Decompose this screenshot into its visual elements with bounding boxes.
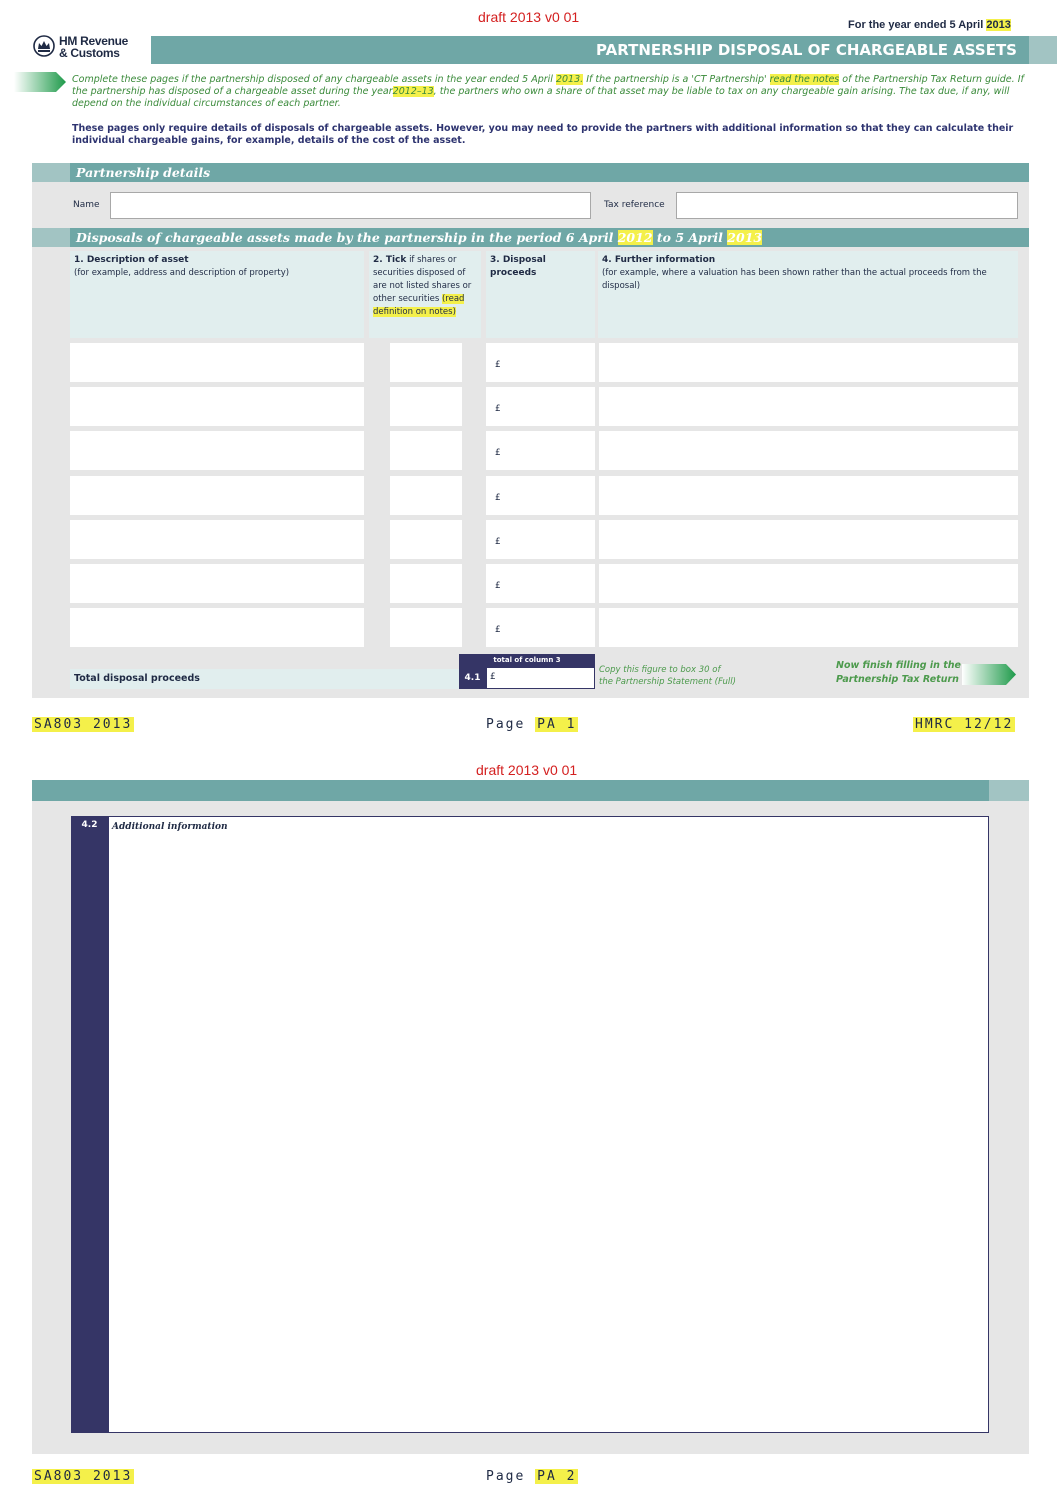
total-disposal-label: Total disposal proceeds [74,673,200,684]
logo-line-2: & Customs [59,46,120,60]
description-field[interactable] [70,431,364,470]
name-field[interactable] [110,192,591,219]
form-title: PARTNERSHIP DISPOSAL OF CHARGEABLE ASSETS [151,36,1029,64]
total-column-label: total of column 3 [459,654,595,667]
column-header-tick: 2. Tick if shares or securities disposed of are not listed shares or other securities (read definition on notes) [369,251,481,338]
disposal-proceeds-field[interactable] [486,387,595,426]
tick-field[interactable] [390,564,462,603]
description-field[interactable] [70,608,364,647]
tax-reference-label: Tax reference [604,200,665,210]
intro-paragraph: Complete these pages if the partnership disposed of any chargeable assets in the year ended 5 April 2013. If the partnership is a 'CT Partnership' read the notes of the Partnership Tax Return guide. If the partnership has disposed of a chargeable asset during the year2012–13, the partners who own a share of that asset may be liable to tax on any chargeable gain arising. The tax due, if any, will depend on the individual circumstances of each partner. [72,74,1024,109]
tick-field[interactable] [390,431,462,470]
box-4-2-side-bar [71,816,108,1433]
disposals-heading: Disposals of chargeable assets made by the partnership in the period 6 April 2012 to 5 April 2013 [70,228,1029,247]
intro-paragraph-2: These pages only require details of disposals of chargeable assets. However, you may need to provide the partners with additional information so that they can calculate their individual chargeable gains, for example, details of the cost of the asset. [72,123,1014,146]
further-info-field[interactable] [599,608,1018,647]
tick-field[interactable] [390,387,462,426]
currency-symbol: £ [495,625,501,635]
currency-symbol: £ [495,493,501,503]
crown-icon [33,35,55,57]
section-bar-left-2 [32,228,70,247]
page-number-2: Page PA 2 [486,1469,577,1484]
box-4-2-number: 4.2 [81,820,98,830]
arrow-right-icon-2 [962,664,1016,685]
hmrc-code: HMRC 12/12 [915,717,1014,732]
further-info-field[interactable] [599,343,1018,382]
currency-symbol: £ [495,448,501,458]
further-info-field[interactable] [599,431,1018,470]
page2-header-bar [32,780,989,801]
disposal-proceeds-field[interactable] [486,608,595,647]
description-field[interactable] [70,564,364,603]
description-field[interactable] [70,520,364,559]
tick-field[interactable] [390,343,462,382]
section-bar-left [32,163,70,182]
tick-field[interactable] [390,476,462,515]
column-header-proceeds: 3. Disposal proceeds [486,251,595,338]
additional-information-field[interactable] [108,816,989,1433]
arrow-right-icon [14,72,66,92]
year-ended-label [848,19,1011,31]
description-field[interactable] [70,387,364,426]
box-4-1-number: 4.1 [459,667,486,689]
currency-symbol: £ [495,581,501,591]
logo-line-1: HM Revenue [59,34,129,48]
currency-symbol: £ [495,537,501,547]
description-field[interactable] [70,343,364,382]
further-info-field[interactable] [599,387,1018,426]
name-label: Name [73,200,100,210]
page2-header-bar-end [989,780,1029,801]
form-code: SA803 2013 [34,717,133,732]
draft-label-2: draft 2013 v0 01 [476,762,578,778]
finish-filling-note: Now finish filling in the Partnership Tax Return [836,660,961,685]
year-ended-prefix: For the year ended 5 April [848,19,984,31]
tick-field[interactable] [390,520,462,559]
tax-reference-field[interactable] [676,192,1018,219]
further-info-field[interactable] [599,520,1018,559]
partnership-details-heading: Partnership details [70,163,1029,182]
hmrc-logo-text [59,35,128,59]
currency-symbol: £ [495,404,501,414]
description-field[interactable] [70,476,364,515]
column-header-further-info: 4. Further information (for example, where a valuation has been shown rather than the actual proceeds from the disposal) [598,251,1018,338]
further-info-field[interactable] [599,564,1018,603]
disposal-proceeds-field[interactable] [486,343,595,382]
disposal-proceeds-field[interactable] [486,431,595,470]
column-header-description: 1. Description of asset (for example, address and description of property) [70,251,364,338]
tick-field[interactable] [390,608,462,647]
title-end-block [1029,36,1057,64]
disposal-proceeds-field[interactable] [486,564,595,603]
currency-symbol: £ [495,360,501,370]
additional-information-label: Additional information [112,822,228,832]
page-number: Page PA 1 [486,717,577,732]
read-notes-link[interactable]: read the notes [769,74,840,85]
form-code-2: SA803 2013 [34,1469,133,1484]
disposal-proceeds-field[interactable] [486,476,595,515]
further-info-field[interactable] [599,476,1018,515]
draft-label: draft 2013 v0 01 [478,9,580,25]
year-ended-year: 2013 [986,19,1011,31]
copy-figure-note: Copy this figure to box 30 of the Partnership Statement (Full) [599,665,736,687]
total-disposal-proceeds-field[interactable]: £ [486,667,595,689]
disposal-proceeds-field[interactable] [486,520,595,559]
